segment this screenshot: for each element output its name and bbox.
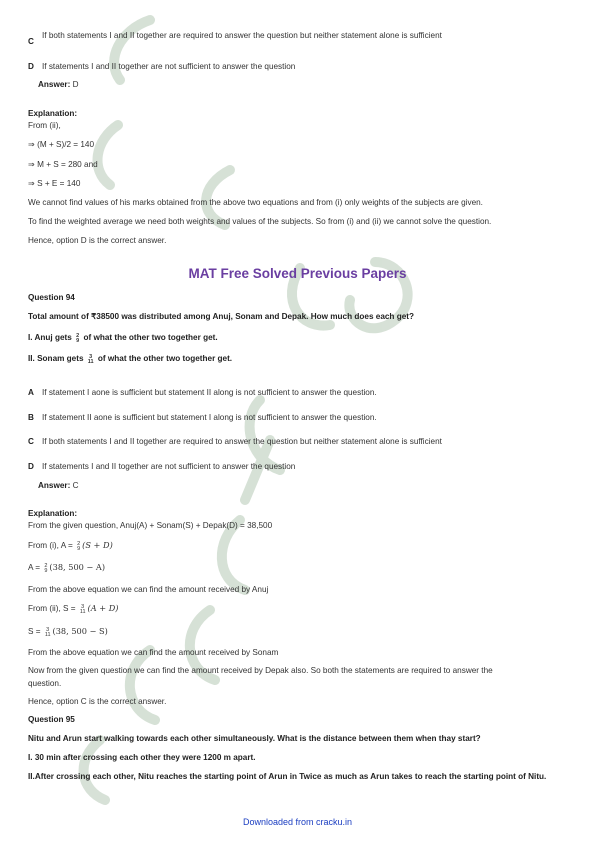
fraction-denominator: 9 [44, 568, 48, 574]
explanation-line: ⇒ S + E = 140 [28, 179, 81, 188]
fraction [88, 355, 94, 366]
question-heading: Question 94 [28, 293, 75, 302]
fraction-denominator: 9 [76, 338, 80, 344]
fraction-numerator: 2 [44, 562, 48, 569]
option-letter: D [28, 462, 34, 471]
fraction-numerator: 3 [81, 603, 85, 610]
fraction-numerator: 2 [77, 540, 81, 547]
fraction-denominator: 11 [87, 359, 94, 365]
answer-value: C [72, 481, 79, 490]
option-letter: A [28, 388, 34, 397]
math-prefix: A = [28, 563, 41, 572]
answer-line [38, 481, 79, 490]
math-expression: (38, 500 − A) [49, 562, 106, 572]
question-heading: Question 95 [28, 715, 75, 724]
statement-2 [28, 353, 232, 366]
answer-value: D [72, 80, 79, 89]
option-letter: C [28, 437, 34, 446]
option-text: If statements I and II together are not sufficient to answer the question [42, 62, 296, 71]
fraction-denominator: 11 [44, 632, 51, 638]
statement-suffix: of what the other two together get. [83, 333, 218, 342]
option-text: If statement I aone is sufficient but statement II along is not sufficient to answer the question. [42, 388, 377, 397]
fraction [44, 564, 47, 575]
statement-1 [28, 332, 218, 345]
math-expression: (S + D) [82, 540, 113, 550]
explanation-line: From (ii), [28, 121, 61, 130]
statement-2: II.After crossing each other, Nitu reaches the starting point of Arun in Twice as much as Arun takes to reach the starting point of Nitu. [28, 772, 547, 781]
answer-line [38, 80, 79, 89]
fraction [76, 334, 79, 345]
option-text: If both statements I and II together are required to answer the question but neither statement alone is sufficient [42, 437, 442, 446]
answer-label: Answer: [38, 481, 71, 490]
statement-prefix: I. Anuj gets [28, 333, 72, 342]
math-prefix: From (i), A = [28, 541, 73, 550]
explanation-line: ⇒ (M + S)/2 = 140 [28, 140, 95, 149]
explanation-line: To find the weighted average we need both weights and values of the subjects. So from (i) and (ii) we cannot solve the question. [28, 217, 492, 226]
explanation-line: From the given question, Anuj(A) + Sonam(S) + Depak(D) = 38,500 [28, 521, 273, 530]
explanation-line: Hence, option C is the correct answer. [28, 697, 167, 706]
math-prefix: S = [28, 627, 41, 636]
option-letter: C [28, 37, 34, 46]
explanation-math-line [28, 540, 113, 553]
option-letter: D [28, 62, 34, 71]
answer-label: Answer: [38, 80, 71, 89]
fraction [45, 628, 51, 639]
explanation-line: ⇒ M + S = 280 and [28, 160, 98, 169]
option-text: If both statements I and II together are required to answer the question but neither statement alone is sufficient [42, 31, 442, 40]
math-expression: (A + D) [87, 603, 119, 613]
statement-suffix: of what the other two together get. [97, 354, 233, 363]
explanation-line: From the above equation we can find the amount received by Sonam [28, 648, 279, 657]
section-title: MAT Free Solved Previous Papers [188, 266, 407, 281]
option-text: If statements I and II together are not sufficient to answer the question [42, 462, 296, 471]
fraction [77, 542, 80, 553]
explanation-math-line [28, 603, 118, 616]
explanation-label: Explanation: [28, 109, 78, 118]
footer-download-link[interactable]: Downloaded from cracku.in [242, 817, 353, 827]
explanation-label: Explanation: [28, 509, 78, 518]
math-expression: (38, 500 − S) [52, 626, 108, 636]
option-letter: B [28, 413, 34, 422]
fraction [80, 605, 86, 616]
statement-1: I. 30 min after crossing each other they were 1200 m apart. [28, 753, 256, 762]
fraction-numerator: 2 [76, 332, 80, 339]
option-text: If statement II aone is sufficient but statement I along is not sufficient to answer the question. [42, 413, 377, 422]
statement-prefix: II. Sonam gets [28, 354, 84, 363]
fraction-numerator: 3 [46, 626, 50, 633]
explanation-line: question. [28, 679, 62, 688]
fraction-numerator: 3 [89, 353, 93, 360]
explanation-math-line [28, 562, 105, 575]
explanation-line: Now from the given question we can find the amount received by Depak also. So both the statements are required to answer the [28, 666, 493, 675]
explanation-line: Hence, option D is the correct answer. [28, 236, 167, 245]
explanation-line: We cannot find values of his marks obtained from the above two equations and from (i) only weights of the subjects are given. [28, 198, 483, 207]
question-text: Nitu and Arun start walking towards each other simultaneously. What is the distance between them when thay start? [28, 734, 481, 743]
explanation-math-line [28, 626, 108, 639]
fraction-denominator: 9 [77, 546, 81, 552]
fraction-denominator: 11 [79, 609, 86, 615]
question-text: Total amount of ₹38500 was distributed among Anuj, Sonam and Depak. How much does each get? [28, 312, 414, 321]
explanation-line: From the above equation we can find the amount received by Anuj [28, 585, 269, 594]
math-prefix: From (ii), S = [28, 604, 76, 613]
